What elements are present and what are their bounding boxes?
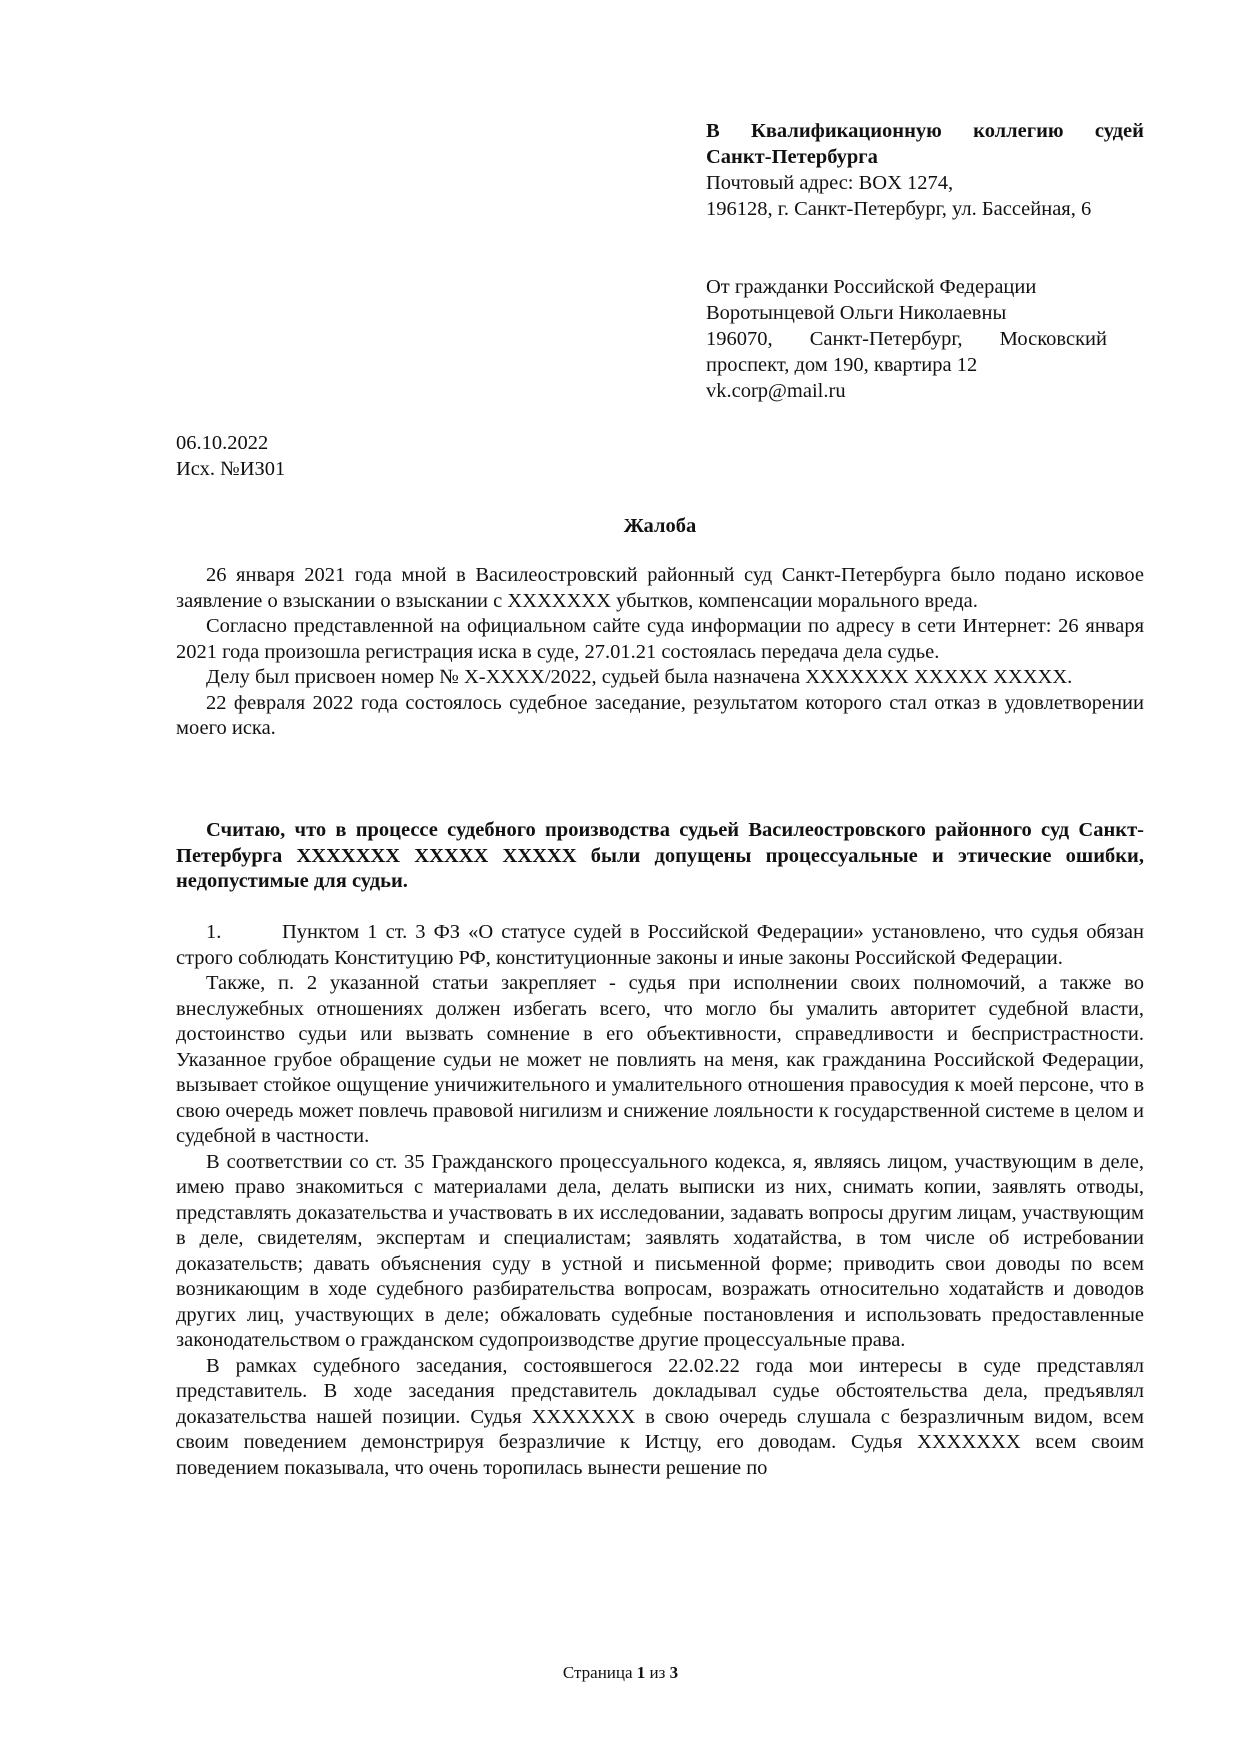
paragraph-4: 22 февраля 2022 года состоялось судебное заседание, результатом которого стал отказ в удовлетворении моего иска. bbox=[176, 691, 1144, 739]
paragraph-5: Также, п. 2 указанной статьи закрепляет - судья при исполнении своих полномочий, а также во внеслужебных отношениях должен избегать всего, что могло бы умалить авторитет судебной власти, достоинство судьи или вызвать сомнение в его объективности, справедливости и беспристрастности. Указанное грубое обращение судьи не может не повлиять на меня, как гражданина Российской Федерации, вызывает стойкое ощущение уничижительного и умалительного отношения правосудия к моей персоне, что в свою очередь может повлечь правовой нигилизм и снижение лояльности к государственной системе в целом и судебной в частности. bbox=[176, 972, 1144, 1147]
paragraph-1: 26 января 2021 года мной в Василеостровский районный суд Санкт-Петербурга было подано исковое заявление о взыскании о взыскании с XXXXXXX убытков, компенсации морального вреда. bbox=[176, 564, 1144, 612]
recipient-line1-word: судей bbox=[1094, 120, 1144, 142]
paragraph-6: В соответствии со ст. 35 Гражданского процессуального кодекса, я, являясь лицом, участвующим в деле, имею право знакомиться с материалами дела, делать выписки из них, снимать копии, заявлять отводы, представлять доказательства и участвовать в их исследовании, задавать вопросы другим лицам, участвующим в деле, свидетелям, экспертам и специалистам; заявлять ходатайства, в том числе об истребовании доказательств; давать объяснения суду в устной и письменной форме; приводить свои доводы по всем возникающим в ходе судебного разбирательства вопросам, возражать относительно ходатайств и доводов других лиц, участвующих в деле; обжаловать судебные постановления и использовать предоставленные законодательством о гражданском судопроизводстве другие процессуальные права. bbox=[176, 1150, 1144, 1351]
recipient-line1-word: В bbox=[706, 120, 720, 142]
recipient-line1 bbox=[706, 118, 1144, 144]
paragraph-3: Делу был присвоен номер № X-XXXX/2022, судьей была назначена XXXXXXX XXXXX XXXXX. bbox=[206, 666, 1073, 688]
item-1-text: Пунктом 1 ст. 3 ФЗ «О статусе судей в Российской Федерации» установлено, что судья обязан строго соблюдать Конституцию РФ, конституционные законы и иные законы Российской Федерации. bbox=[176, 921, 1144, 969]
recipient-line2: Санкт-Петербурга bbox=[706, 146, 878, 168]
bold-statement: Считаю, что в процессе судебного производства судьей Василеостровского районного суд Санкт-Петербурга XXXXXXX XXXXX XXXXX были допущены процессуальные и этические ошибки, недопустимые для судьи. bbox=[176, 819, 1144, 892]
paragraph-7: В рамках судебного заседания, состоявшегося 22.02.22 года мои интересы в суде представлял представитель. В ходе заседания представитель докладывал судье обстоятельства дела, предъявлял доказательства нашей позиции. Судья XXXXXXX в свою очередь слушала с безразличным видом, всем своим поведением демонстрируя безразличие к Истцу, его доводам. Судья XXXXXXX всем своим поведением показывала, что очень торопилась вынести решение по bbox=[176, 1354, 1144, 1479]
numbered-item-1 bbox=[176, 920, 1144, 971]
date: 06.10.2022 bbox=[176, 432, 269, 454]
footer-current-page: 1 bbox=[636, 1663, 646, 1682]
paragraph-2: Согласно представленной на официальном сайте суда информации по адресу в сети Интернет: 26 января 2021 года произошла регистрация иска в суде, 27.01.21 состоялась передача дела судье. bbox=[176, 615, 1144, 663]
sender-block bbox=[706, 274, 1144, 404]
bold-statement-block bbox=[176, 818, 1144, 895]
recipient-address: 196128, г. Санкт-Петербург, ул. Бассейная, 6 bbox=[706, 198, 1092, 220]
reference-number: Исх. №ИЗ01 bbox=[176, 458, 286, 480]
sender-address-line1: 196070, Санкт-Петербург, Московский bbox=[706, 328, 1107, 350]
recipient-line1-word: коллегию bbox=[973, 120, 1064, 142]
recipient-postal: Почтовый адрес: BOX 1274, bbox=[706, 172, 954, 194]
footer-separator: из bbox=[649, 1663, 666, 1682]
sender-line1: От гражданки Российской Федерации bbox=[706, 276, 1037, 298]
item-1-number: 1. bbox=[206, 921, 222, 943]
recipient-block bbox=[706, 118, 1144, 222]
footer-total-pages: 3 bbox=[669, 1663, 679, 1682]
document-title: Жалоба bbox=[623, 515, 697, 537]
page-footer bbox=[0, 1663, 1241, 1683]
footer-prefix: Страница bbox=[562, 1663, 633, 1682]
document-body-continued bbox=[176, 920, 1144, 1481]
recipient-line1-word: Квалификационную bbox=[751, 120, 942, 142]
document-body bbox=[176, 563, 1144, 742]
sender-name: Воротынцевой Ольги Николаевны bbox=[706, 302, 1007, 324]
sender-email: vk.corp@mail.ru bbox=[706, 380, 846, 402]
sender-address-line2: проспект, дом 190, квартира 12 bbox=[706, 354, 978, 376]
